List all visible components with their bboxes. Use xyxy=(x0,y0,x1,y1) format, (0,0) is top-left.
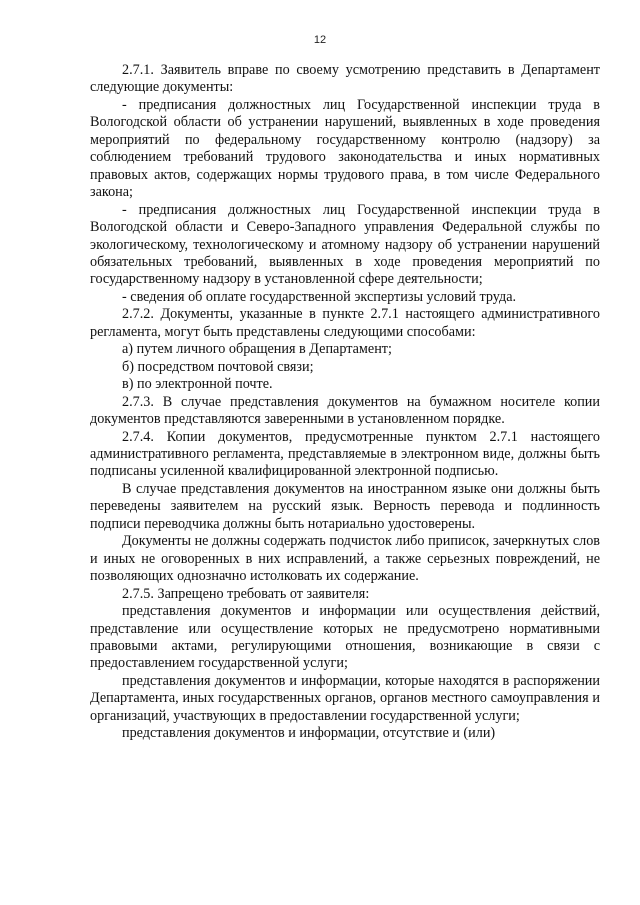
document-body xyxy=(90,62,600,743)
page-number: 12 xyxy=(313,34,327,46)
paragraph-2-7-5: 2.7.5. Запрещено требовать от заявителя: xyxy=(122,585,370,602)
paragraph-2-7-3: 2.7.3. В случае представления документов на бумажном носителе копии документов представляются заверенными в установленном порядке. xyxy=(90,393,600,428)
paragraph-document-condition: Документы не должны содержать подчисток либо приписок, зачеркнутых слов и иных не оговоренных в них исправлений, а также серьезных повреждений, не позволяющих однозначно истолковать их содержание. xyxy=(90,533,600,585)
paragraph-2-7-4: 2.7.4. Копии документов, предусмотренные пунктом 2.7.1 настоящего административного регламента, представляемые в электронном виде, должны быть подписаны усиленной квалифицированной электронной подписью. xyxy=(90,428,600,480)
paragraph-prohibition-3: представления документов и информации, отсутствие и (или) xyxy=(122,725,496,742)
paragraph-option-b: б) посредством почтовой связи; xyxy=(122,358,314,375)
paragraph-option-a: а) путем личного обращения в Департамент; xyxy=(122,341,392,358)
paragraph-foreign-language: В случае представления документов на иностранном языке они должны быть переведены заявителем на русский язык. Верность перевода и подлинность подписи переводчика должны быть нотариально удостоверены. xyxy=(90,480,600,532)
paragraph-prohibition-2: представления документов и информации, которые находятся в распоряжении Департамента, иных государственных органов, органов местного самоуправления и организаций, участвующих в предоставлении государственной услуги; xyxy=(90,672,600,724)
paragraph-2-7-2: 2.7.2. Документы, указанные в пункте 2.7.1 настоящего административного регламента, могут быть представлены следующими способами: xyxy=(90,306,600,340)
paragraph-option-c: в) по электронной почте. xyxy=(122,376,273,393)
paragraph-2-7-1: 2.7.1. Заявитель вправе по своему усмотрению представить в Департамент следующие документы: xyxy=(90,62,600,96)
paragraph-list-item-northwest-administration: - предписания должностных лиц Государственной инспекции труда в Вологодской области и Северо-Западного управления Федеральной службы по экологическому, технологическому и атомному надзору об устранении нарушений обязательных требований, выявленных в ходе проведения мероприятий по государственному надзору в установленной сфере деятельности; xyxy=(90,201,600,288)
paragraph-list-item-labor-inspection: - предписания должностных лиц Государственной инспекции труда в Вологодской области об устранении нарушений, выявленных в ходе проведения мероприятий по федеральному государственному контролю (надзору) за соблюдением требований трудового законодательства и иных нормативных правовых актов, содержащих нормы трудового права, в том числе Федерального закона; xyxy=(90,96,600,201)
paragraph-prohibition-1: представления документов и информации или осуществления действий, представление или осуществление которых не предусмотрено нормативными правовыми актами, регулирующими отношения, возникающие в связи с предоставлением государственной услуги; xyxy=(90,603,600,672)
paragraph-list-item-payment-info: - сведения об оплате государственной экспертизы условий труда. xyxy=(122,288,517,305)
